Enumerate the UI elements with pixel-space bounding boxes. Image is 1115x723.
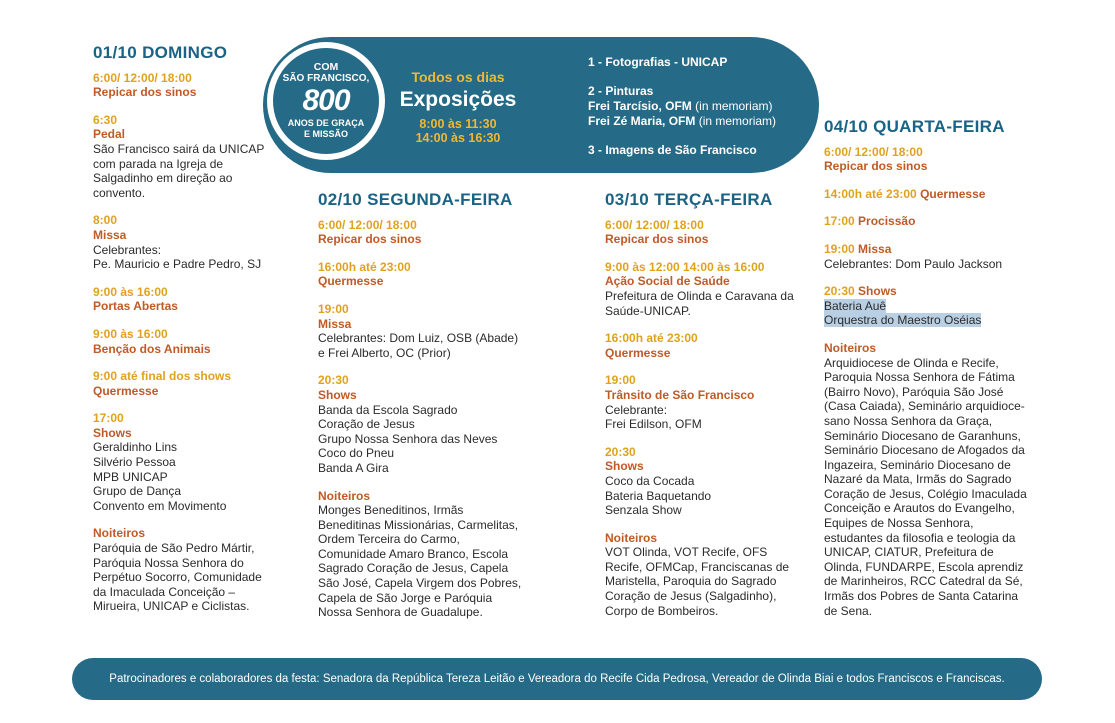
event [605,260,805,318]
day-column-tuesday [605,190,805,631]
painter-name: Frei Zé Maria, OFM [588,114,696,128]
event [824,242,1044,271]
event-time-value: 17:00 [824,214,855,229]
event-line: Recife, OFMCap, Franciscanas de [605,559,790,574]
event-time-value: 19:00 [824,241,855,256]
event-line: Ingazeira, Seminário Diocesano de [824,457,1011,472]
painter-note: (in memoriam) [698,114,777,128]
event [605,218,805,247]
event-line: Coco do Pneu [318,446,395,461]
event-line: Prefeitura de Olinda e Caravana da [605,288,794,303]
event-title: Trânsito de São Francisco [605,387,755,402]
event-line: Silvério Pessoa [93,455,176,470]
exhibition-subitem [588,114,776,129]
event-time: 8:00 [93,213,118,228]
event-title: Pedal [93,127,126,142]
exhibition-subitem [588,99,776,114]
event-line [824,313,1044,328]
event-line: Nossa Senhora de Guadalupe. [318,605,483,620]
event-line: Convento em Movimento [93,498,227,513]
event-title: Repicar dos sinos [824,159,928,174]
painter-name: Frei Tarcísio, OFM [588,99,692,113]
event-line: Banda da Escola Sagrado [318,402,458,417]
event [93,526,273,614]
day-title: 01/10 DOMINGO [93,43,228,62]
day-column-wednesday [824,117,1044,631]
event [93,213,273,271]
event-time: 19:00 [605,373,636,388]
event-title: Repicar dos sinos [318,232,422,247]
event-title: Missa [858,241,892,256]
event [93,71,273,100]
event-title: Noiteiros [318,488,371,503]
highlighted-text: Bateria Auê [824,298,887,313]
logo-line: ANOS DE GRAÇA [287,118,365,128]
event-line: Celebrantes: Dom Luiz, OSB (Abade) [318,331,519,346]
event-title: Shows [858,284,897,299]
event-time: 20:30 [318,373,349,388]
event [824,214,1044,229]
day-title: 04/10 QUARTA-FEIRA [824,117,1005,136]
event-line: (Bairro Novo), Paróquia São José [824,384,1004,399]
event-line: Coração de Jesus, Colégio Imaculada [824,486,1027,501]
logo-line: E MISSÃO [303,129,348,139]
event [93,369,273,398]
event-time: 6:00/ 12:00/ 18:00 [318,217,417,232]
event [824,187,1044,202]
event-line: Grupo Nossa Senhora das Neves [318,431,498,446]
event-line: Pe. Mauricio e Padre Pedro, SJ [93,257,262,272]
event-line: Frei Edilson, OFM [605,417,702,432]
event-line: Celebrantes: Dom Paulo Jackson [824,256,1003,271]
day-title: 03/10 TERÇA-FEIRA [605,190,773,209]
event-title: Shows [318,387,357,402]
event-line: VOT Olinda, VOT Recife, OFS [605,545,768,560]
event [605,531,805,619]
event-line: MPB UNICAP [93,469,168,484]
event-title: Shows [605,459,644,474]
logo-line: SÃO FRANCISCO, [282,73,370,84]
exhibition-item: 2 - Pinturas [588,84,654,98]
event-line: Olinda, FUNDARPE, Escola aprendiz [824,559,1024,574]
sponsors-footer: Patrocinadores e colaboradores da festa: Senadora da República Tereza Leitão e Vereadora do Recife Cida Pedrosa, Vereador de Olinda Biai e todos Franciscos e Franciscas. [72,658,1042,700]
logo-number: 800 [302,84,350,117]
event-line [824,299,1044,314]
exhibition-item: 3 - Imagens de São Francisco [588,143,757,157]
event [93,327,273,356]
event-time: 19:00 [318,301,349,316]
event-title: Noiteiros [824,340,877,355]
event-line: Paróquia Nossa Senhora do [93,555,244,570]
painter-note: (in memoriam) [695,99,773,113]
day-column-sunday [93,43,273,627]
event-line: Capela de São Jorge e Paróquia [318,590,493,605]
event-title: Quermesse [920,186,986,201]
event [93,285,273,314]
event [605,331,805,360]
event-title: Ação Social de Saúde [605,274,730,289]
exhibitions-title: Exposições [399,88,517,111]
event-time: 16:00h até 23:00 [605,331,698,346]
event-time: 16:00h até 23:00 [318,259,411,274]
event-title: Missa [318,316,352,331]
highlighted-text: Orquestra do Maestro Oséias [824,313,982,328]
event-title: Shows [93,425,132,440]
event-line: Monges Beneditinos, Irmãs [318,503,464,518]
event-title: Quermesse [318,274,384,289]
event-time-value: 14:00h até 23:00 [824,186,917,201]
event-title: Quermesse [93,383,159,398]
event-line: Perpétuo Socorro, Comunidade [93,570,262,585]
event [605,445,805,518]
event-line: Sagrado Coração de Jesus, Capela [318,561,509,576]
event-line: Paróquia de São Pedro Mártir, [93,541,255,556]
event [318,373,538,475]
event-time: 9:00 às 16:00 [93,284,168,299]
event-line: e Frei Alberto, OC (Prior) [318,345,451,360]
event [318,302,538,360]
event-time: 6:00/ 12:00/ 18:00 [93,70,192,85]
event-line: Ordem Terceira do Carmo, [318,532,460,547]
event-line: Seminário Diocesano de Garanhuns, [824,428,1021,443]
event-time: 20:30 [605,444,636,459]
event-line: Arquidiocese de Olinda e Recife, [824,355,999,370]
exhibition-item: 1 - Fotografias - UNICAP [588,55,728,69]
event-line: Coração de Jesus [318,417,415,432]
exhibitions-banner [263,37,819,173]
event-time: 6:30 [93,112,118,127]
event [824,284,1044,328]
800-years-logo [267,42,385,160]
event [93,411,273,513]
event-line: Salgadinho em direção ao [93,171,233,186]
event-time: 6:00/ 12:00/ 18:00 [824,144,923,159]
event-line: Saúde-UNICAP. [605,303,691,318]
event-time [824,284,1044,299]
event-line: com parada na Igreja de [93,156,224,171]
hours-morning: 8:00 às 11:30 [419,117,497,131]
event-line: Geraldinho Lins [93,440,178,455]
event [318,260,538,289]
day-column-monday [318,190,538,633]
event-line: Equipes de Nossa Senhora, [824,516,974,531]
event-line: sano Nossa Senhora da Graça, [824,413,993,428]
event-time: 9:00 até final dos shows [93,369,232,384]
event-time [824,214,1044,229]
exhibitions-hours [395,117,521,145]
event [824,145,1044,174]
event-line: Maristella, Paroquia do Sagrado [605,574,777,589]
event-line: Mirueira, UNICAP e Ciclistas. [93,599,250,614]
event-line: São Francisco sairá da UNICAP [93,141,265,156]
event-line: Grupo de Dança [93,484,182,499]
event-time [824,242,1044,257]
exhibitions-info [395,69,521,145]
event-time: 9:00 às 16:00 [93,326,168,341]
event-line: Irmãs dos Pobres de Santa Catarina [824,589,1019,604]
event-line: Nazaré da Mata, Irmãs do Sagrado [824,472,1012,487]
daily-label: Todos os dias [411,69,505,85]
exhibitions-list [588,55,776,158]
event-line: Conceição e Arautos do Evangelho, [824,501,1015,516]
event-title: Quermesse [605,345,671,360]
event-title: Noiteiros [93,526,146,541]
event-line: de Sena. [824,603,873,618]
event [318,218,538,247]
event-line: Celebrante: [605,402,668,417]
event-line: convento. [93,185,146,200]
event-line: Beneditinas Missionárias, Carmelitas, [318,517,519,532]
event-line: Bateria Baquetando [605,488,712,503]
event [824,341,1044,618]
event-line: Coração de Jesus (Salgadinho), [605,589,777,604]
event [318,489,538,620]
event-title: Procissão [858,214,916,229]
logo-badge [273,48,379,154]
event-title: Portas Abertas [93,299,178,314]
event-title: Repicar dos sinos [605,232,709,247]
event-line: UNICAP, CIATUR, Prefeitura de [824,545,994,560]
event [605,373,805,431]
event [93,113,273,201]
event-line: Seminário Diocesano de Afogados da [824,443,1025,458]
event-line: estudantes da filosofia e teologia da [824,530,1016,545]
event-line: São José, Capela Virgem dos Pobres, [318,576,522,591]
event-line: Banda A Gira [318,460,389,475]
event-line: Coco da Cocada [605,473,695,488]
event-time: 17:00 [93,411,124,426]
event-line: Paroquia Nossa Senhora de Fátima [824,370,1015,385]
event-time-value: 20:30 [824,284,855,299]
event-time: 6:00/ 12:00/ 18:00 [605,217,704,232]
event-title: Noiteiros [605,530,658,545]
event-title: Benção dos Animais [93,341,211,356]
event-title: Repicar dos sinos [93,85,197,100]
event-line: Comunidade Amaro Branco, Escola [318,546,509,561]
event-line: (Casa Caiada), Seminário arquidioce- [824,399,1025,414]
event-title: Missa [93,227,127,242]
event-line: Senzala Show [605,503,682,518]
event-time [824,187,1044,202]
logo-line: COM [313,61,339,73]
hours-afternoon: 14:00 às 16:30 [415,131,501,145]
day-title: 02/10 SEGUNDA-FEIRA [318,190,513,209]
event-line: de Marinheiros, RCC Catedral da Sé, [824,574,1023,589]
event-time: 9:00 às 12:00 14:00 às 16:00 [605,259,765,274]
event-line: Corpo de Bombeiros. [605,603,719,618]
event-line: da Imaculada Conceição – [93,584,236,599]
event-line: Celebrantes: [93,242,162,257]
